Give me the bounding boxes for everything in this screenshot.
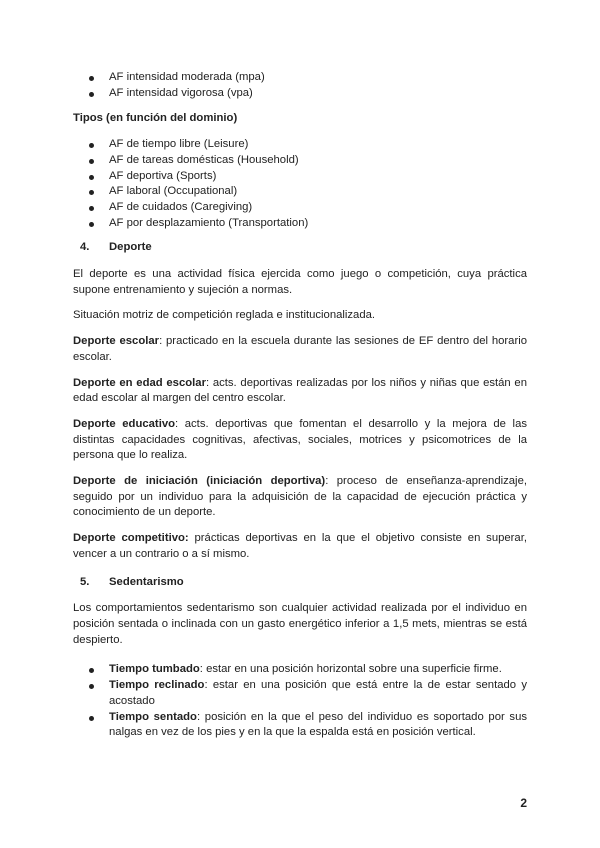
intensity-list [73,70,527,101]
item-term: Tiempo sentado [109,710,197,723]
definition-text: : acts. deportivas realizadas por los niños y niñas que están en edad escolar al margen del centro escolar. [73,376,527,405]
list-item: AF de cuidados (Caregiving) [73,200,527,216]
section-number: 4. [80,241,90,254]
list-item: AF deportiva (Sports) [73,169,527,185]
page-number: 2 [520,796,527,810]
list-item [73,662,527,678]
definition-paragraph [73,474,527,521]
definition-text: : practicado en la escuela durante las sesiones de EF dentro del horario escolar. [73,335,528,363]
list-item: AF de tareas domésticas (Household) [73,153,527,169]
definition-paragraph [73,531,527,562]
item-text: : posición en la que el peso del individuo es soportado por sus nalgas en vez de los pies y en la que la espalda está en posición vertical. [109,710,527,739]
section-number: 5. [80,575,90,588]
list-item [73,678,527,709]
item-text: : estar en una posición que está entre la de estar sentado y acostado [109,679,527,707]
section-4-heading [73,240,527,256]
definition-text: : proceso de enseñanza-aprendizaje, seguido por un individuo para la adquisición de la capacidad de ejecución práctica y conocimiento de un deporte. [73,475,527,519]
paragraph: El deporte es una actividad física ejercida como juego o competición, cuya práctica supone entrenamiento y sujeción a normas. [73,268,527,296]
list-item [73,710,527,741]
paragraph: Los comportamientos sedentarismo son cualquier actividad realizada por el individuo en posición sentada o inclinada con un gasto energético inferior a 1,5 mets, mientras se está despierto. [73,602,527,646]
definition-term: Deporte escolar [73,335,160,348]
definition-term: Deporte de iniciación (iniciación deportiva) [73,475,326,488]
section-title: Sedentarismo [109,575,184,588]
definition-term: Deporte educativo [73,417,176,430]
tipos-list [73,137,527,231]
section-5-heading [73,575,527,591]
list-item: AF intensidad vigorosa (vpa) [73,86,527,102]
list-item: AF intensidad moderada (mpa) [73,70,527,86]
definition-paragraph [73,376,527,407]
definition-paragraph [73,417,527,464]
tipos-heading: Tipos (en función del dominio) [73,112,238,125]
sedentary-list [73,662,527,741]
definition-text: : acts. deportivas que fomentan el desarrollo y la mejora de las distintas capacidades cognitivas, afectivas, sociales, motrices y psicomotrices de la persona que lo realiza. [73,417,527,462]
paragraph: Situación motriz de competición reglada e institucionalizada. [73,309,376,322]
item-term: Tiempo reclinado [109,679,205,692]
list-item: AF laboral (Occupational) [73,184,527,200]
section-title: Deporte [109,241,152,254]
item-term: Tiempo tumbado [109,663,200,676]
list-item: AF por desplazamiento (Transportation) [73,216,527,232]
list-item: AF de tiempo libre (Leisure) [73,137,527,153]
definition-term: Deporte competitivo: [73,532,189,545]
definition-text: prácticas deportivas en la que el objetivo consiste en superar, vencer a un contrario o a sí mismo. [73,532,527,560]
definition-term: Deporte en edad escolar [73,376,206,389]
page-content [73,70,527,741]
item-text: : estar en una posición horizontal sobre una superficie firme. [199,663,502,676]
definition-paragraph [73,334,527,365]
